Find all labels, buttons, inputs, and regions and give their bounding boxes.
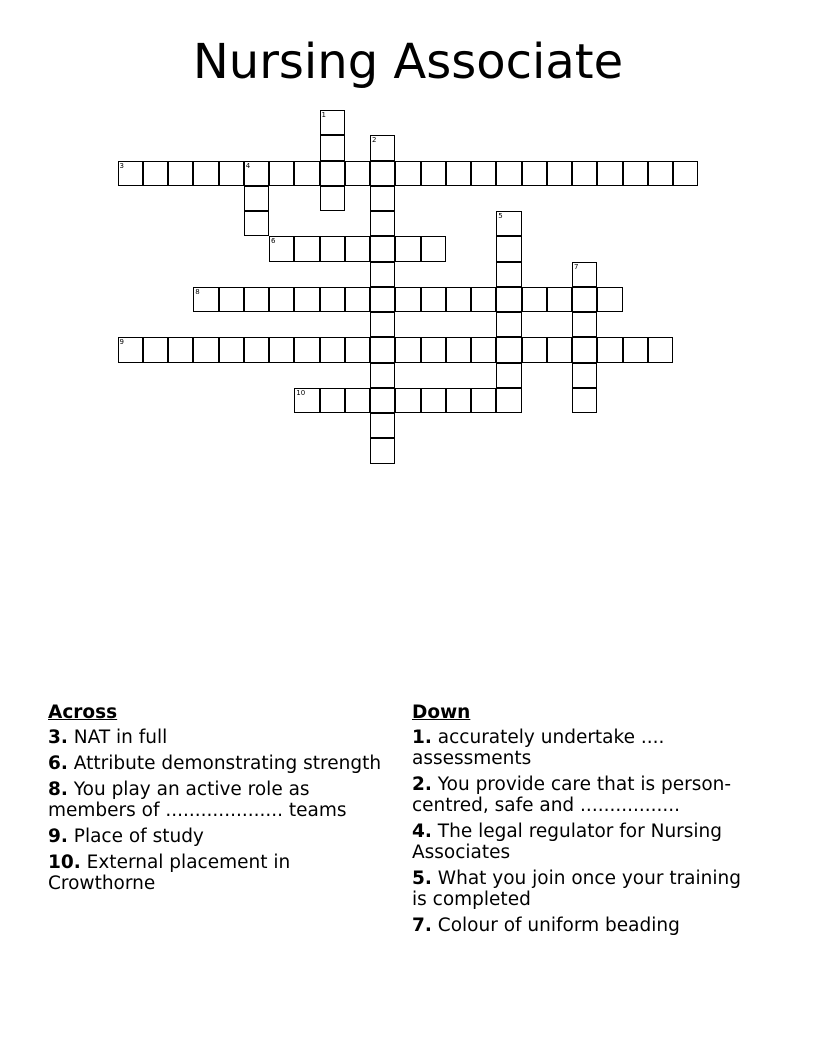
grid-cell[interactable] xyxy=(193,161,218,186)
clue-down-2: 2. You provide care that is person-centred, safe and ................. xyxy=(412,774,732,816)
grid-cell[interactable] xyxy=(572,161,597,186)
clue-text: Colour of uniform beading xyxy=(437,915,680,936)
grid-cell[interactable] xyxy=(522,161,547,186)
clue-text: You play an active role as members of .................... teams xyxy=(48,779,347,821)
grid-cell[interactable] xyxy=(269,337,294,362)
grid-cell[interactable] xyxy=(143,161,168,186)
grid-cell[interactable] xyxy=(623,161,648,186)
clue-number: 2 xyxy=(412,774,425,795)
grid-cell[interactable] xyxy=(370,337,395,362)
grid-cell[interactable] xyxy=(345,287,370,312)
grid-cell[interactable] xyxy=(370,161,395,186)
grid-cell[interactable] xyxy=(446,388,471,413)
grid-cell[interactable] xyxy=(320,236,345,261)
grid-cell[interactable] xyxy=(320,337,345,362)
grid-cell[interactable] xyxy=(421,388,446,413)
cell-number: 1 xyxy=(321,111,326,119)
clue-number: 4 xyxy=(412,821,425,842)
clue-text: The legal regulator for Nursing Associates xyxy=(412,821,723,863)
grid-cell[interactable] xyxy=(471,337,496,362)
grid-cell[interactable] xyxy=(320,388,345,413)
clue-down-7: 7. Colour of uniform beading xyxy=(412,915,680,936)
across-heading: Across xyxy=(48,702,118,723)
grid-cell[interactable] xyxy=(572,388,597,413)
grid-cell[interactable] xyxy=(118,337,143,362)
grid-cell[interactable] xyxy=(547,161,572,186)
clue-number: 10 xyxy=(48,852,74,873)
clue-text: You provide care that is person-centred, safe and ................. xyxy=(412,774,732,816)
clue-down-1: 1. accurately undertake .... assessments xyxy=(412,727,665,769)
grid-cell[interactable] xyxy=(421,337,446,362)
grid-cell[interactable] xyxy=(370,262,395,287)
clue-text: Attribute demonstrating strength xyxy=(73,753,382,774)
grid-cell[interactable] xyxy=(345,236,370,261)
grid-cell[interactable] xyxy=(597,337,622,362)
grid-cell[interactable] xyxy=(496,161,521,186)
grid-cell[interactable] xyxy=(320,135,345,160)
grid-cell[interactable] xyxy=(269,236,294,261)
grid-cell[interactable] xyxy=(395,337,420,362)
cell-number: 8 xyxy=(195,287,200,296)
page-title: Nursing Associate xyxy=(192,34,624,90)
grid-cell[interactable] xyxy=(648,161,673,186)
grid-cell[interactable] xyxy=(320,110,345,135)
grid-cell[interactable] xyxy=(395,161,420,186)
grid-cell[interactable] xyxy=(496,312,521,337)
clue-text: External placement in Crowthorne xyxy=(48,852,291,894)
grid-cell[interactable] xyxy=(320,186,345,211)
cell-number: 4 xyxy=(245,161,251,170)
grid-cell[interactable] xyxy=(294,388,319,413)
grid-cell[interactable] xyxy=(471,161,496,186)
grid-cell[interactable] xyxy=(269,161,294,186)
grid-cell[interactable] xyxy=(471,287,496,312)
clue-number: 8 xyxy=(48,779,61,800)
clue-text: NAT in full xyxy=(73,727,168,748)
grid-cell[interactable] xyxy=(572,337,597,362)
cell-number: 9 xyxy=(119,338,124,347)
clue-across-9: 9. Place of study xyxy=(48,826,204,847)
grid-cell[interactable] xyxy=(446,337,471,362)
cell-number: 6 xyxy=(271,237,276,246)
grid-cell[interactable] xyxy=(370,287,395,312)
grid-cell[interactable] xyxy=(168,161,193,186)
grid-cell[interactable] xyxy=(345,337,370,362)
grid-cell[interactable] xyxy=(370,413,395,438)
clue-across-3: 3. NAT in full xyxy=(48,727,168,748)
grid-cell[interactable] xyxy=(496,236,521,261)
clue-number: 1 xyxy=(412,727,425,748)
grid-cell[interactable] xyxy=(193,287,218,312)
grid-cell[interactable] xyxy=(496,388,521,413)
grid-cell[interactable] xyxy=(370,135,395,160)
grid-cell[interactable] xyxy=(294,337,319,362)
grid-cell[interactable] xyxy=(648,337,673,362)
grid-cell[interactable] xyxy=(572,312,597,337)
clue-down-5: 5. What you join once your training is completed xyxy=(412,868,741,910)
grid-cell[interactable] xyxy=(572,363,597,388)
grid-cell[interactable] xyxy=(320,161,345,186)
grid-cell[interactable] xyxy=(421,236,446,261)
grid-cell[interactable] xyxy=(471,388,496,413)
cell-number: 2 xyxy=(372,136,377,145)
clue-number: 3 xyxy=(48,727,61,748)
grid-cell[interactable] xyxy=(294,161,319,186)
clue-text: Place of study xyxy=(73,826,204,847)
clue-across-6: 6. Attribute demonstrating strength xyxy=(48,753,382,774)
grid-cell[interactable] xyxy=(345,388,370,413)
grid-cell[interactable] xyxy=(370,438,395,463)
grid-cell[interactable] xyxy=(496,262,521,287)
grid-cell[interactable] xyxy=(597,287,622,312)
grid-cell[interactable] xyxy=(446,161,471,186)
crossword-grid xyxy=(0,0,816,500)
grid-cell[interactable] xyxy=(143,337,168,362)
grid-cell[interactable] xyxy=(219,337,244,362)
grid-cell[interactable] xyxy=(395,388,420,413)
grid-cell[interactable] xyxy=(320,287,345,312)
grid-cell[interactable] xyxy=(446,287,471,312)
grid-cell[interactable] xyxy=(522,337,547,362)
cell-number: 3 xyxy=(119,161,124,170)
grid-cell[interactable] xyxy=(421,161,446,186)
grid-cell[interactable] xyxy=(370,363,395,388)
grid-cell[interactable] xyxy=(496,287,521,312)
grid-cell[interactable] xyxy=(244,287,269,312)
grid-cell[interactable] xyxy=(496,211,521,236)
grid-cell[interactable] xyxy=(168,337,193,362)
cell-number: 5 xyxy=(498,212,503,220)
grid-cell[interactable] xyxy=(219,287,244,312)
clue-text: accurately undertake .... assessments xyxy=(412,727,665,769)
clue-number: 7 xyxy=(412,915,425,936)
clue-number: 9 xyxy=(48,826,61,847)
grid-cell[interactable] xyxy=(370,186,395,211)
cell-number: 10 xyxy=(296,388,306,397)
down-heading: Down xyxy=(412,702,471,723)
clue-down-4: 4. The legal regulator for Nursing Associates xyxy=(412,821,723,863)
grid-cell[interactable] xyxy=(118,161,143,186)
grid-cell[interactable] xyxy=(522,287,547,312)
grid-cell[interactable] xyxy=(294,287,319,312)
across-clues xyxy=(48,702,400,899)
grid-cell[interactable] xyxy=(193,337,218,362)
grid-cell[interactable] xyxy=(395,236,420,261)
clue-number: 6 xyxy=(48,753,61,774)
grid-cell[interactable] xyxy=(395,287,420,312)
grid-cell[interactable] xyxy=(370,312,395,337)
grid-cell[interactable] xyxy=(496,363,521,388)
grid-cell[interactable] xyxy=(244,161,269,186)
grid-cell[interactable] xyxy=(572,262,597,287)
cell-number: 7 xyxy=(574,262,579,271)
grid-cell[interactable] xyxy=(597,161,622,186)
grid-cell[interactable] xyxy=(623,337,648,362)
grid-cell[interactable] xyxy=(421,287,446,312)
grid-cell[interactable] xyxy=(294,236,319,261)
grid-cell[interactable] xyxy=(219,161,244,186)
clue-number: 5 xyxy=(412,868,425,889)
clue-across-8: 8. You play an active role as members of .................... teams xyxy=(48,779,347,821)
grid-cell[interactable] xyxy=(345,161,370,186)
grid-cell[interactable] xyxy=(370,211,395,236)
grid-cell[interactable] xyxy=(547,287,572,312)
grid-cell[interactable] xyxy=(269,287,294,312)
grid-cell[interactable] xyxy=(244,186,269,211)
grid-cell[interactable] xyxy=(572,287,597,312)
grid-cell[interactable] xyxy=(244,211,269,236)
grid-cell[interactable] xyxy=(370,388,395,413)
grid-cell[interactable] xyxy=(370,236,395,261)
grid-cell[interactable] xyxy=(547,337,572,362)
grid-cell[interactable] xyxy=(496,337,521,362)
grid-cell[interactable] xyxy=(673,161,698,186)
clue-text: What you join once your training is completed xyxy=(412,868,741,910)
grid-cell[interactable] xyxy=(244,337,269,362)
clue-across-10: 10. External placement in Crowthorne xyxy=(48,852,291,894)
down-clues xyxy=(412,702,752,941)
